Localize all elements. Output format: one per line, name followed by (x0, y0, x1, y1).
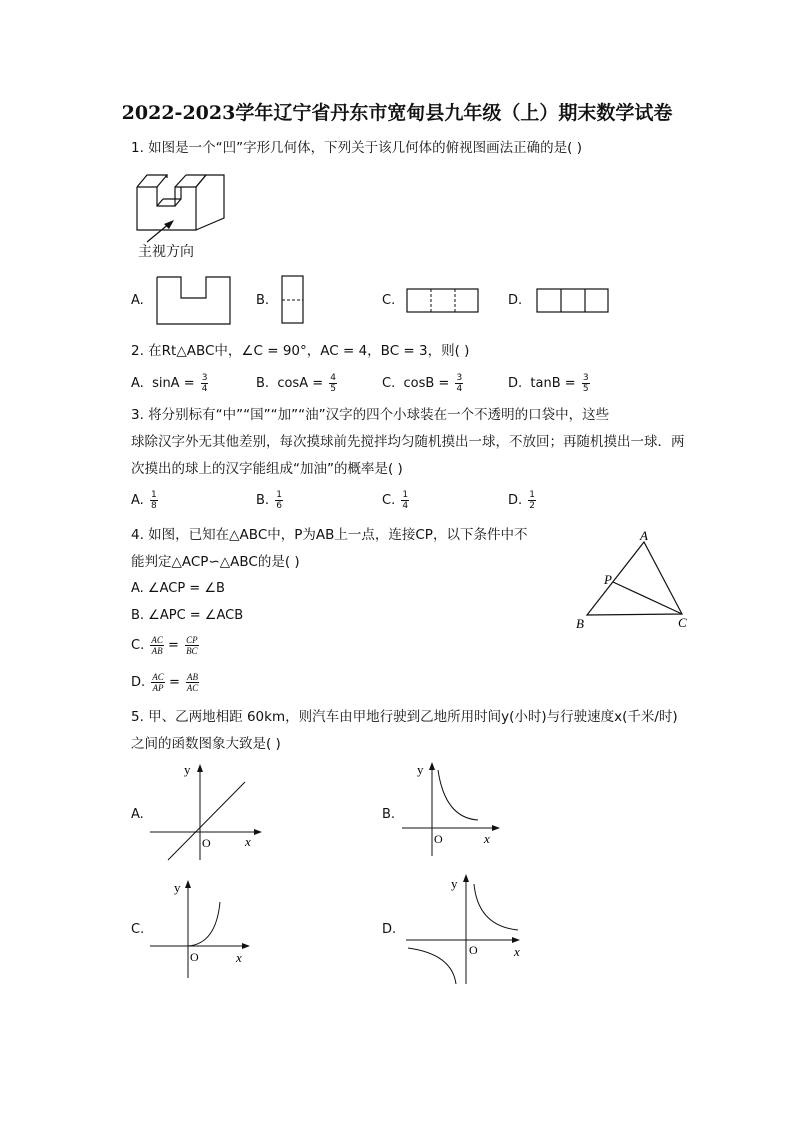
q5-a-axis-y: y (184, 762, 191, 777)
q3-stem-line1: 3. 将分别标有“中”“国”“加”“油”汉字的四个小球装在一个不透明的口袋中，这些 (131, 407, 610, 423)
q2-option-b[interactable] (256, 373, 337, 394)
q2-option-c-text: cosB = (403, 376, 450, 391)
q5-option-b[interactable]: B. (382, 807, 396, 822)
q4-option-d[interactable]: D. $\frac{AC}{AP}$ = $\frac{AB}{AC}$ (131, 672, 199, 693)
q4-option-d-label: D. (131, 675, 146, 690)
q2-option-d-fraction: $\frac{3}{5}$ (582, 373, 589, 394)
q2-option-a-label: A. (131, 376, 144, 391)
q1-option-a[interactable]: A. (131, 293, 144, 308)
q2-option-a-text: sinA = (152, 376, 195, 391)
q5-option-b-graph (400, 760, 510, 860)
q3-option-d-fraction: $\frac{1}{2}$ (529, 490, 536, 511)
q3-option-d[interactable] (508, 490, 536, 511)
q3-option-a-label: A. (131, 493, 144, 508)
q4-option-c-label: C. (131, 638, 145, 653)
q5-d-origin: O (469, 943, 478, 957)
q2-stem: 2. 在Rt△ABC中，∠C = 90°，AC = 4，BC = 3，则( ) (131, 343, 470, 359)
q5-stem-line2: 之间的函数图象大致是( ) (131, 736, 281, 752)
q4-option-c[interactable]: C. $\frac{AC}{AB}$ = $\frac{CP}{BC}$ (131, 635, 198, 656)
q4-triangle-figure (570, 528, 700, 633)
q2-option-d-text: tanB = (530, 376, 576, 391)
q3-option-b-label: B. (256, 493, 270, 508)
q1-option-c-figure (406, 288, 480, 314)
q5-option-d[interactable]: D. (382, 922, 397, 937)
q3-option-a[interactable] (131, 490, 158, 511)
q3-option-b[interactable] (256, 490, 283, 511)
q5-a-axis-x: x (245, 834, 251, 849)
q4-option-d-rhs: $\frac{AB}{AC}$ (186, 672, 199, 693)
q2-option-d-label: D. (508, 376, 523, 391)
q2-option-c-label: C. (382, 376, 396, 391)
q3-option-c[interactable] (382, 490, 409, 511)
q5-c-origin: O (190, 950, 199, 964)
q2-option-c[interactable] (382, 373, 463, 394)
q1-view-caption: 主视方向 (138, 244, 194, 260)
q2-option-d[interactable] (508, 373, 590, 394)
q4-option-a[interactable]: A. ∠ACP = ∠B (131, 581, 225, 596)
q3-option-c-label: C. (382, 493, 396, 508)
q5-option-c-graph (150, 878, 260, 982)
q4-option-c-rhs: $\frac{CP}{BC}$ (186, 635, 198, 656)
q2-option-c-fraction: $\frac{3}{4}$ (456, 373, 463, 394)
q5-d-axis-y: y (451, 876, 458, 891)
q3-option-a-fraction: $\frac{1}{8}$ (150, 490, 157, 511)
q4-point-p: P (604, 572, 612, 587)
q3-option-c-fraction: $\frac{1}{4}$ (402, 490, 409, 511)
q3-stem-line2: 球除汉字外无其他差别，每次摸球前先搅拌均匀随机摸出一球，不放回；再随机摸出一球．两 (131, 434, 685, 450)
page-title: 2022-2023学年辽宁省丹东市宽甸县九年级（上）期末数学试卷 (121, 102, 673, 124)
q4-point-c: C (678, 615, 687, 630)
q2-option-a-fraction: $\frac{3}{4}$ (201, 373, 208, 394)
q1-option-a-figure (156, 276, 232, 326)
q1-stem: 1. 如图是一个“凹”字形几何体，下列关于该几何体的俯视图画法正确的是( ) (131, 140, 582, 156)
q5-option-a-graph (150, 762, 270, 862)
q5-b-origin: O (434, 832, 443, 846)
q3-option-d-label: D. (508, 493, 523, 508)
q4-option-d-lhs: $\frac{AC}{AP}$ (152, 672, 164, 693)
q5-option-d-graph (400, 872, 530, 988)
q3-stem-line3: 次摸出的球上的汉字能组成“加油”的概率是( ) (131, 461, 403, 477)
q5-option-c[interactable]: C. (131, 922, 145, 937)
q5-stem-line1: 5. 甲、乙两地相距 60km，则汽车由甲地行驶到乙地所用时间y(小时)与行驶速度x(千米/时) (131, 709, 678, 725)
q5-b-axis-x: x (484, 831, 490, 846)
q5-c-axis-y: y (174, 880, 181, 895)
q3-option-b-fraction: $\frac{1}{6}$ (276, 490, 282, 511)
q5-option-a[interactable]: A. (131, 807, 144, 822)
q2-option-b-label: B. (256, 376, 270, 391)
q5-c-axis-x: x (236, 950, 242, 965)
q1-option-b[interactable]: B. (256, 293, 270, 308)
q4-option-c-lhs: $\frac{AC}{AB}$ (151, 635, 163, 656)
q1-option-d-figure (536, 288, 610, 314)
q2-option-b-text: cosA = (277, 376, 324, 391)
q4-point-a: A (640, 528, 648, 543)
q4-point-b: B (576, 616, 584, 631)
q2-option-b-fraction: $\frac{4}{5}$ (330, 373, 336, 394)
q5-d-axis-x: x (514, 944, 520, 959)
q4-stem-line2: 能判定△ACP∽△ABC的是( ) (131, 554, 300, 570)
q5-a-origin: O (202, 836, 211, 850)
q4-stem-line1: 4. 如图，已知在△ABC中，P为AB上一点，连接CP，以下条件中不 (131, 527, 528, 543)
q4-option-b[interactable]: B. ∠APC = ∠ACB (131, 608, 244, 623)
q1-option-b-figure (281, 275, 305, 325)
q2-option-a[interactable] (131, 373, 208, 394)
q1-option-d[interactable]: D. (508, 293, 523, 308)
q5-b-axis-y: y (417, 762, 424, 777)
q1-option-c[interactable]: C. (382, 293, 396, 308)
